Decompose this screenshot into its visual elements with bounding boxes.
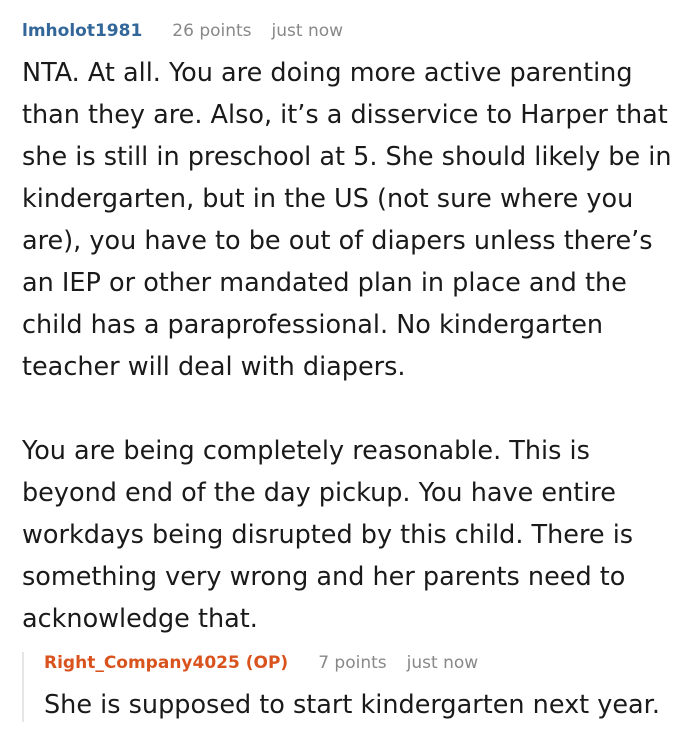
reply-comment (22, 646, 692, 726)
reply-points: 7 points (318, 653, 387, 673)
reply-timestamp: just now (406, 653, 479, 673)
reply-username[interactable]: Right_Company4025 (OP) (44, 653, 289, 673)
thread-line[interactable] (22, 652, 24, 722)
reply-content (44, 650, 692, 726)
reply-meta (44, 650, 692, 676)
comment-timestamp: just now (271, 21, 344, 41)
comment-paragraph: NTA. At all. You are doing more active parenting than they are. Also, it’s a disservice to Harper that she is still in preschool at 5. She should likely be in kindergarten, but in the US (not sure where you are), you have to be out of diapers unless there’s an IEP or other mandated plan in place and the child has a paraprofessional. No kindergarten teacher will deal with diapers. (22, 58, 680, 382)
comment-username[interactable]: lmholot1981 (22, 21, 143, 41)
reply-text: She is supposed to start kindergarten next year. (44, 690, 660, 720)
reply-body (44, 684, 692, 726)
comment-points: 26 points (172, 21, 252, 41)
comment-meta (22, 18, 692, 44)
comment (22, 18, 692, 640)
comment-body (22, 52, 692, 640)
comment-paragraph: You are being completely reasonable. This is beyond end of the day pickup. You have entire workdays being disrupted by this child. There is something very wrong and her parents need to acknowledge that. (22, 436, 642, 634)
